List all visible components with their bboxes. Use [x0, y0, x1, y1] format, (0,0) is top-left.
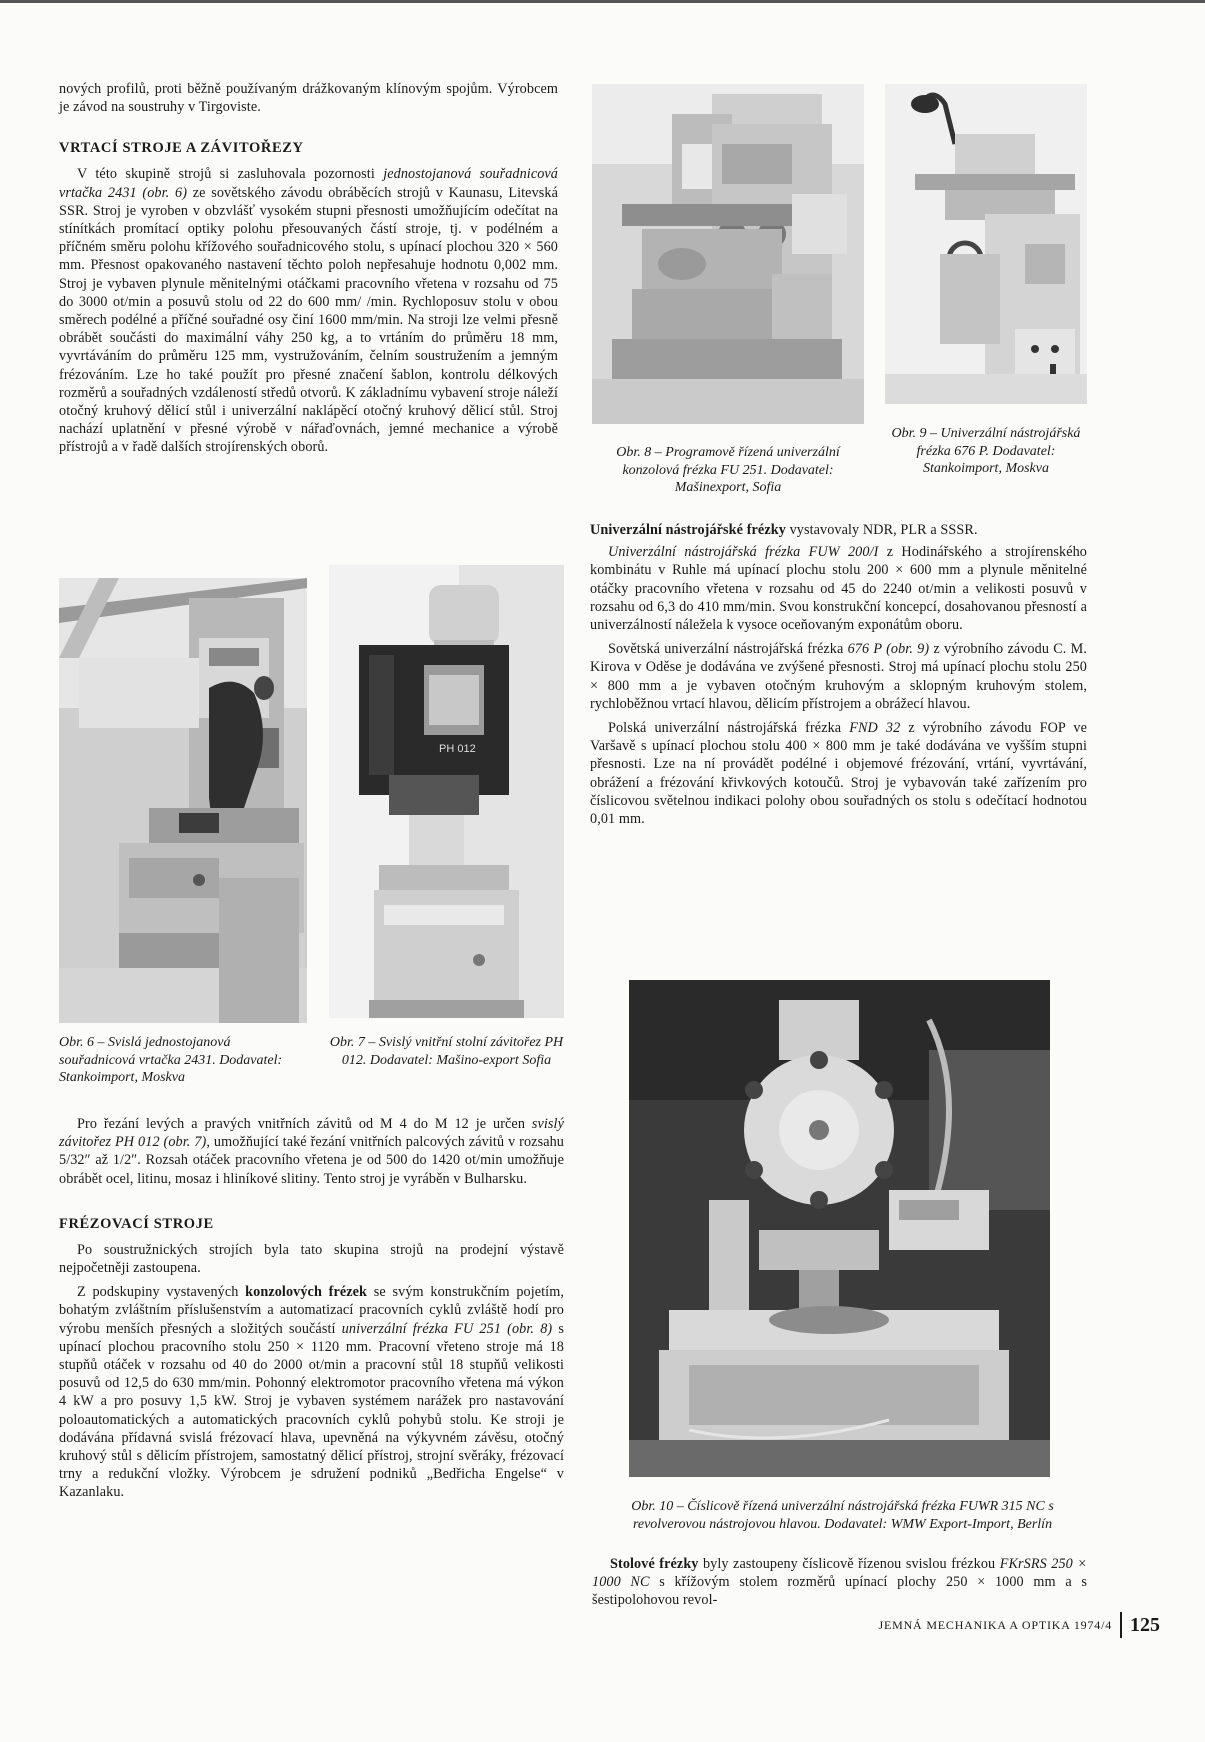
right-column-bottom — [592, 1555, 1087, 1612]
figure-9-photo — [885, 84, 1087, 404]
figure-7-caption: Obr. 7 – Svislý vnitřní stolní závitořez PH 012. Dodavatel: Mašino-export Sofia — [329, 1035, 564, 1068]
left-column-top — [59, 80, 558, 459]
heading-milling: FRÉZOVACÍ STROJE — [59, 1215, 214, 1232]
right-column-middle — [590, 521, 1087, 830]
universal-mills-paragraph: Univerzální nástrojářské frézky vystavovaly NDR, PLR a SSSR. — [590, 522, 978, 538]
table-mills-paragraph: Stolové frézky byly zastoupeny číslicově řízenou svislou frézkou FKrSRS 250 × 1000 NC s křížovým stolem rozměrů upínací plochy 250 × 1000 mm a s šestipolohovou revol- — [592, 1556, 1087, 1609]
figure-6-caption: Obr. 6 – Svislá jednostojanová souřadnicová vrtačka 2431. Dodavatel: Stankoimport, Moskva — [59, 1035, 283, 1085]
heading-drilling: VRTACÍ STROJE A ZÁVITOŘEZY — [59, 140, 304, 157]
footer-divider — [1120, 1612, 1122, 1638]
fig7-plate-label: PH 012 — [439, 743, 476, 755]
top-rule — [0, 0, 1205, 3]
figure-8-caption: Obr. 8 – Programově řízená univerzální konzolová frézka FU 251. Dodavatel: Mašinexport, Sofia — [616, 445, 840, 495]
figure-10-caption: Obr. 10 – Číslicově řízená univerzální nástrojářská frézka FUWR 315 NC s revolverovou nástrojovou hlavou. Dodavatel: WMW Export-Import, Berlín — [631, 1499, 1054, 1533]
thread-cutter-paragraph: Pro řezání levých a pravých vnitřních závitů od M 4 do M 12 je určen svislý závitořez PH 012 (obr. 7), umožňující také řezání vnitřních palcových závitů v rozsahu 5/32″ až 1/2″. Rozsah otáček pracovního vřetena je od 500 do 1420 ot/min umožňuje obrábět ocel, litinu, mosaz i hliníkové slitiny. Tento stroj je vyráběn v Bulharsku. — [59, 1116, 564, 1187]
left-column-bottom — [59, 1115, 564, 1504]
drilling-paragraph: V této skupině strojů si zasluhovala pozornosti jednostojanová souřadnicová vrtačka 2431 (obr. 6) ze sovětského závodu obráběcích strojů v Kaunasu, Litevská SSR. Stroj je vyroben v obzvlášť vysokém stupni přesnosti umožňujícím odečítat na stínítkách promítací optiky polohu přesouvaných částí stroje, tj. v podélném a příčném směru polohu křížového souřadnicového stolu, s upínací plochou 320 × 560 mm. Přesnost opakovaného nastavení těchto poloh nepřesahuje hodnotu 0,002 mm. Stroj je vybaven plynule měnitelnými otáčkami pracovního vřetena v rozsahu od 75 do 3000 ot/min a posuvů stolu od 22 do 600 mm/ /min. Rychloposuv stolu v obou směrech podélné a příčné souřadné osy činí 1600 mm/min. Na stroji lze velmi přesně obrábět součásti do maximální váhy 250 kg, a to vrtáním do průměru 18 mm, vyvrtáváním do průměru 125 mm, vystružováním, čelním soustružením a jemným frézováním. Lze ho také použít pro přesné značení šablon, kontrolu délkových rozměrů a souřadných vzdáleností středů otvorů. K základnímu vybavení stroje náleží otočný kruhový dělicí stůl i univerzální naklápěcí otočný kruhový dělicí stůl. Stroj nachází uplatnění v přesné výrobě v nářaďovnách, jemné mechanice a výrobě přístrojů a v řadě dalších strojírenských oborů. — [59, 166, 559, 456]
journal-name: JEMNÁ MECHANIKA A OPTIKA 1974/4 — [878, 1617, 1112, 1632]
console-mill-paragraph: Z podskupiny vystavených konzolových frézek se svým konstrukčním pojetím, bohatým zvláštním příslušenstvím a automatizací pracovních cyklů zvláště hodí pro výrobu menších přesných a složitých součástí univerzální frézka FU 251 (obr. 8) s upínací plochou pracovního stolu 250 × 1120 mm. Pracovní vřeteno stroje má 18 stupňů otáček v rozsahu od 40 do 2000 ot/min a pracovní stůl 18 stupňů velikosti posuvů od 12,5 do 630 mm/min. Pohonný elektromotor pracovního vřetena má výkon 4 kW a pro posuvy 1,5 kW. Stroj je vybaven systémem narážek pro nastavování poloautomatických a automatických pracovních cyklů pohybů stolu. Ke stroji je dodávána přídavná svislá frézovací hlava, upevněná na výkyvném závěsu, otočný kruhový stůl s dělicím přístrojem, samostatný dělicí přístroj, strojní svěráky, frézovací trny a redukční vložky. Výrobcem je sdružení podniků „Bedřicha Engelse“ v Kazanlaku. — [59, 1284, 565, 1501]
676p-paragraph: Sovětská univerzální nástrojářská frézka 676 P (obr. 9) z výrobního závodu C. M. Kirova v Oděse je dodávána ve zvýšené přesnosti. Stroj má upínací plochu stolu 250 × 800 mm a je vybaven otočným kruhovým a sklopným kruhovým stolem, rychloběžnou vrtací hlavou, dělicím přístrojem a obrážecí hlavou. — [590, 641, 1087, 712]
figure-10-photo — [629, 980, 1050, 1477]
figure-7-photo — [329, 565, 564, 1018]
figure-9-caption: Obr. 9 – Univerzální nástrojářská frézka 676 P. Dodavatel: Stankoimport, Moskva — [891, 426, 1081, 476]
milling-intro-paragraph: Po soustružnických strojích byla tato skupina strojů na prodejní výstavě nejpočetněji zastoupena. — [59, 1241, 564, 1277]
fnd32-paragraph: Polská univerzální nástrojářská frézka FND 32 z výrobního závodu FOP ve Varšavě s upínací plochou stolu 400 × 800 mm je také dodávána ve vyšším stupni přesnosti. Lze na ní provádět podélné i objemové frézování, vrtání, vyvrtávání, obrážení a frézování křivkových kotoučů. Stroj je vybavován také zařízením pro číslicovou světelnou indikaci polohy obou souřadných os stolu s odečítací hodnotou 0,01 mm. — [590, 720, 1087, 828]
figure-6-photo — [59, 578, 307, 1023]
fuw-paragraph: Univerzální nástrojářská frézka FUW 200/I z Hodinářského a strojírenského kombinátu v Ruhle má upínací plochu stolu 200 × 600 mm a plynule měnitelné otáčky pracovního vřetena v rozsahu od 45 do 2240 ot/min a velikosti posuvů v rozsahu od 6,3 do 410 mm/min. Svou konstrukční koncepcí, dosahovanou přesností a univerzálností náležela k vysoce oceňovaným exponátům oboru. — [590, 544, 1087, 634]
page-footer — [760, 1610, 1160, 1640]
figure-8-photo — [592, 84, 864, 424]
page-number: 125 — [1130, 1613, 1160, 1636]
intro-paragraph: nových profilů, proti běžně používaným drážkovaným klínovým spojům. Výrobcem je závod na soustruhy v Tirgoviste. — [59, 81, 558, 116]
